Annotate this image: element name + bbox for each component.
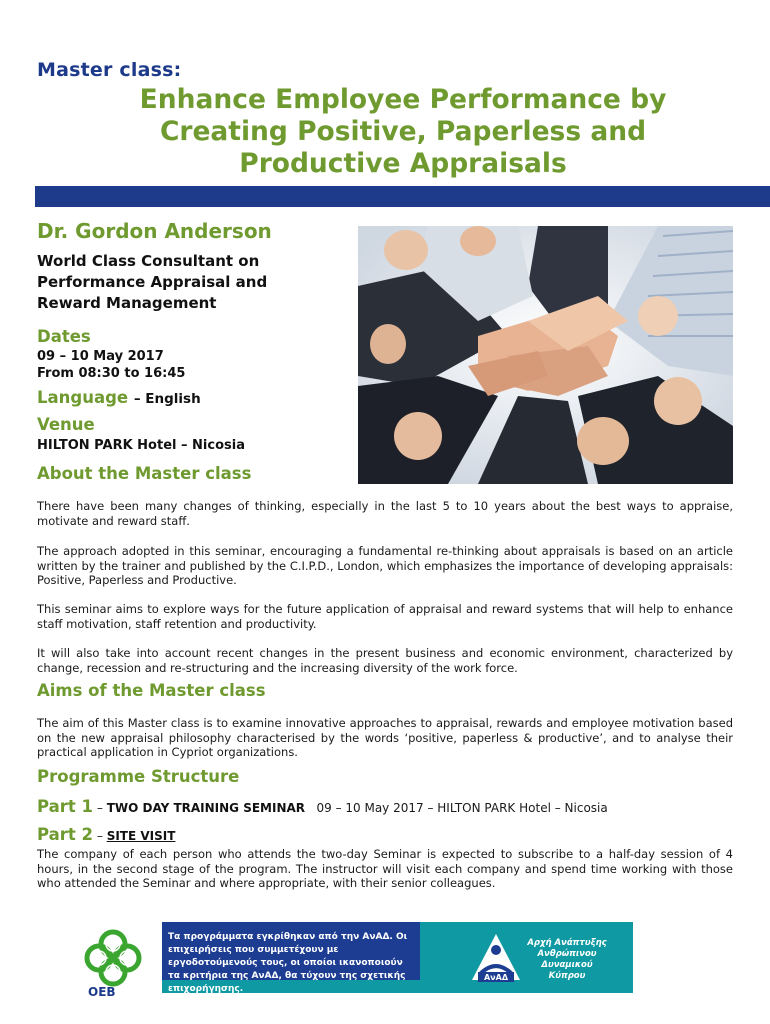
page-title — [0, 84, 770, 180]
about-heading: About the Master class — [37, 464, 252, 483]
part-1-title: TWO DAY TRAINING SEMINAR — [106, 801, 306, 815]
language-label: Language — [37, 388, 129, 407]
part-1-label: Part 1 — [37, 797, 94, 816]
avad-name-line: Δυναμικού — [541, 960, 593, 970]
team-hands-photo — [358, 226, 733, 484]
aims-heading: Aims of the Master class — [37, 681, 266, 700]
master-class-kicker: Master class: — [37, 59, 182, 81]
part-2-row — [37, 825, 175, 844]
title-line: Enhance Employee Performance by — [139, 84, 667, 115]
language-row — [37, 388, 201, 407]
title-line: Productive Appraisals — [239, 148, 567, 179]
venue-label: Venue — [37, 415, 95, 434]
team-hands-illustration — [358, 226, 733, 484]
avad-logo-icon — [468, 928, 524, 986]
part-1-detail: 09 – 10 May 2017 – HILTON PARK Hotel – Nicosia — [316, 801, 608, 815]
about-paragraph: This seminar aims to explore ways for the future application of appraisal and reward systems that will help to enhance staff motivation, staff retention and productivity. — [37, 602, 733, 631]
speaker-title-line: Reward Management — [37, 294, 217, 312]
speaker-title-line: Performance Appraisal and — [37, 273, 268, 291]
avad-name — [522, 938, 612, 982]
part-2-title: SITE VISIT — [106, 829, 176, 843]
title-line: Creating Positive, Paperless and — [159, 116, 647, 147]
speaker-title — [37, 251, 337, 314]
avad-logo-text: ΑνΑΔ — [483, 973, 509, 982]
funding-notice: Τα προγράμματα εγκρίθηκαν από την ΑνΑΔ. Οι επιχειρήσεις που συμμετέχουν με εργοδοτούμενούς τους, οι οποίοι ικανοποιούν τα κριτήρια της ΑνΑΔ, θα τύχουν της σχετικής επιχορήγησης. — [162, 922, 420, 980]
part-2-paragraph: The company of each person who attends the two-day Seminar is expected to subscribe to a half-day session of 4 hours, in the second stage of the program. The instructor will visit each company and spend time working with those who attended the Seminar and where appropriate, with their senior colleagues. — [37, 847, 733, 891]
about-paragraph: The approach adopted in this seminar, encouraging a fundamental re-thinking about appraisals is based on an article written by the trainer and published by the C.I.P.D., London, which emphasizes the importance of developing appraisals: Positive, Paperless and Productive. — [37, 544, 733, 588]
language-value: – English — [133, 391, 201, 407]
part-2-dash: – — [93, 829, 107, 843]
dates-value: 09 – 10 May 2017 — [37, 349, 164, 364]
avad-name-line: Αρχή Ανάπτυξης — [527, 938, 607, 948]
part-2-label: Part 2 — [37, 825, 94, 844]
part-1-row — [37, 797, 608, 816]
part-1-dash: – — [93, 801, 107, 815]
venue-value: HILTON PARK Hotel – Nicosia — [37, 438, 245, 453]
programme-heading: Programme Structure — [37, 767, 240, 786]
avad-name-line: Ανθρώπινου — [537, 949, 597, 959]
aims-paragraph: The aim of this Master class is to examine innovative approaches to appraisal, rewards and employee motivation based on the new appraisal philosophy characterised by the words ‘positive, paperless & productive’, and to analyse their practical application in Cypriot organizations. — [37, 716, 733, 760]
oeb-logo-text: OEB — [88, 985, 116, 999]
speaker-name: Dr. Gordon Anderson — [37, 219, 272, 243]
time-value: From 08:30 to 16:45 — [37, 366, 186, 381]
dates-label: Dates — [37, 327, 91, 346]
avad-name-line: Κύπρου — [548, 971, 586, 981]
speaker-title-line: World Class Consultant on — [37, 252, 260, 270]
header-divider-bar — [35, 186, 770, 207]
about-paragraph: It will also take into account recent changes in the present business and economic environment, characterized by change, recession and re-structuring and the increasing diversity of the work force. — [37, 646, 733, 675]
about-paragraph: There have been many changes of thinking, especially in the last 5 to 10 years about the best ways to appraise, motivate and reward staff. — [37, 499, 733, 528]
